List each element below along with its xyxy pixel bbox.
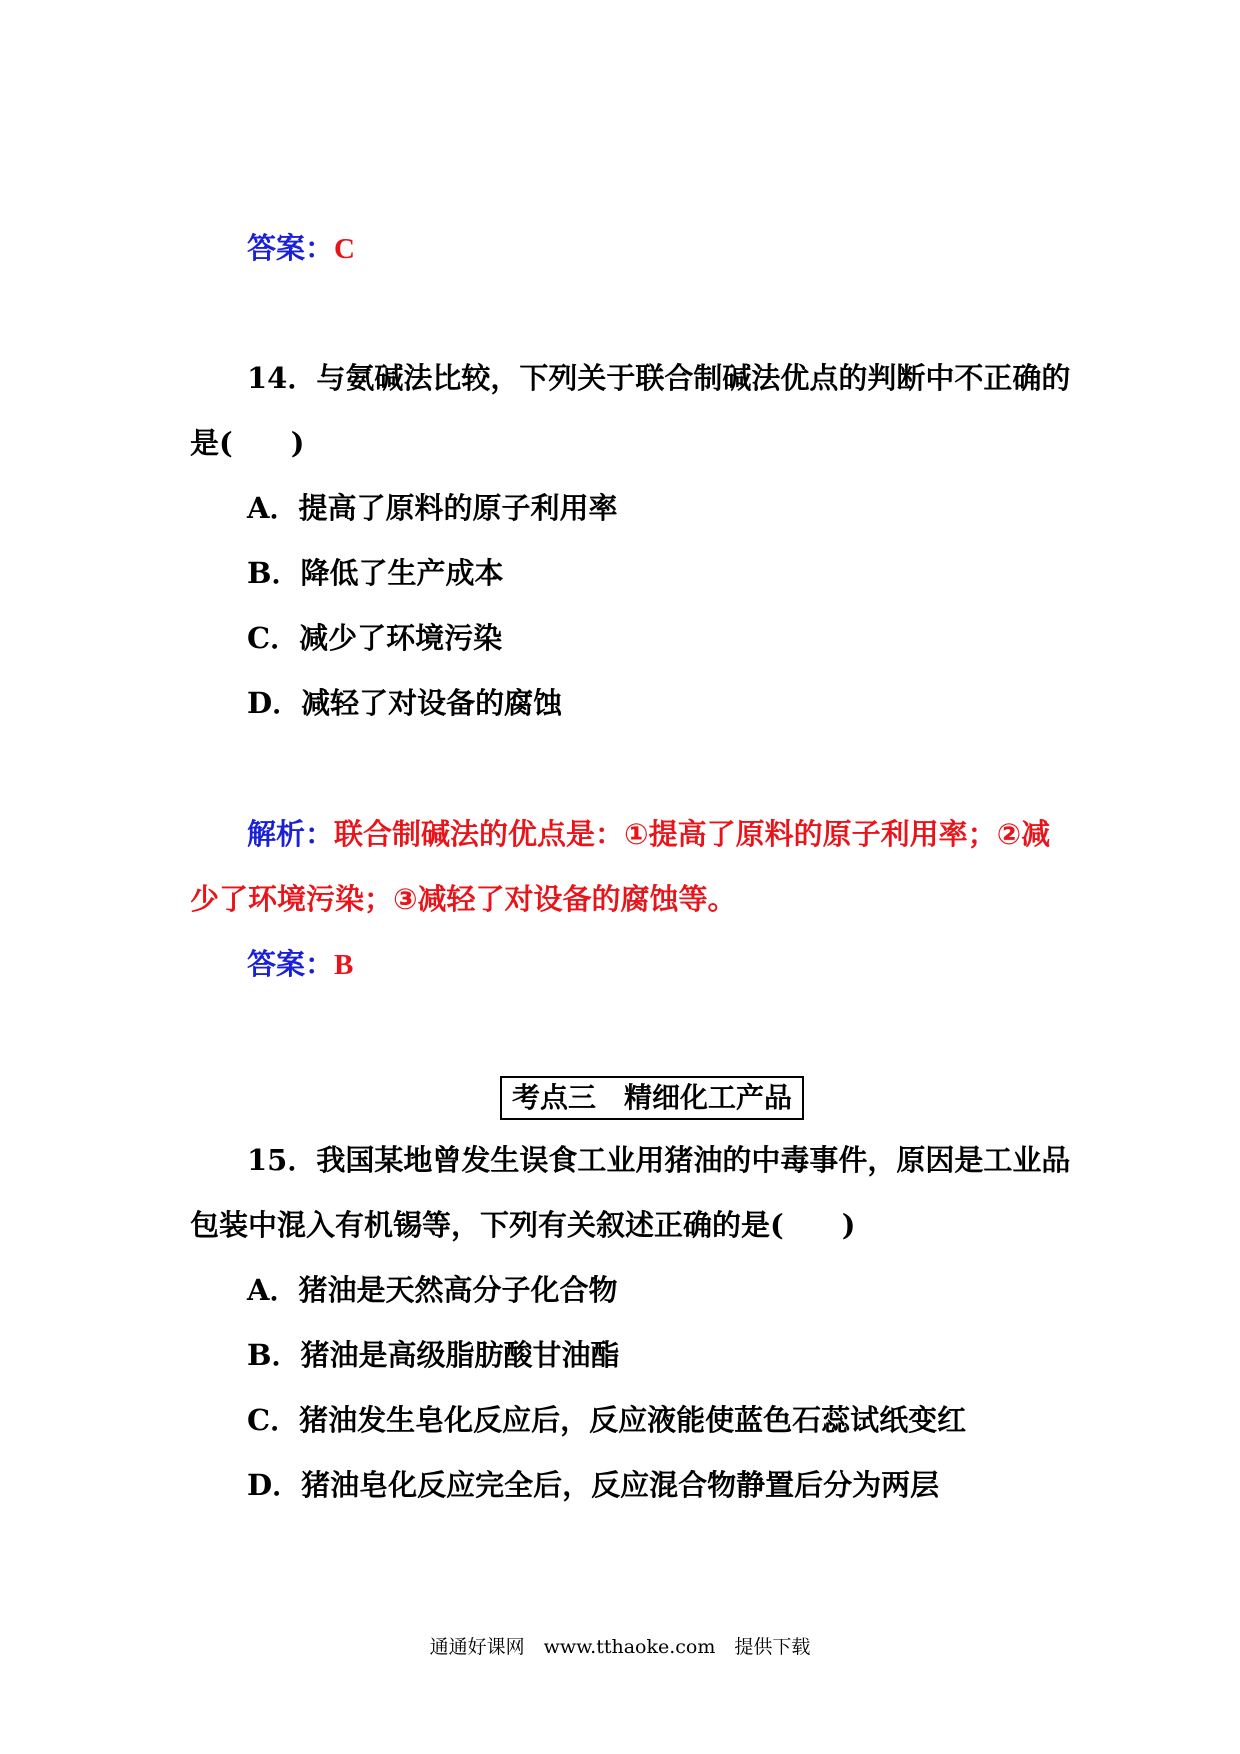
- section-title-box: 考点三 精细化工产品: [500, 1076, 804, 1120]
- analysis-text-1: 联合制碱法的优点是：①提高了原料的原子利用率；②减: [334, 817, 1051, 851]
- question-14-option-c: C．减少了环境污染: [247, 621, 503, 655]
- answer-13: [247, 228, 355, 269]
- answer-label: 答案：: [247, 947, 335, 981]
- analysis-line1: [247, 814, 1050, 854]
- question-15-stem-line1: 15．我国某地曾发生误食工业用猪油的中毒事件，原因是工业品: [247, 1143, 1071, 1177]
- question-15-option-b: B．猪油是高级脂肪酸甘油酯: [247, 1338, 620, 1372]
- analysis-label: 解析：: [247, 817, 335, 851]
- question-14-stem-line1: 14．与氨碱法比较，下列关于联合制碱法优点的判断中不正确的: [247, 361, 1071, 395]
- question-15-option-d: D．猪油皂化反应完全后，反应混合物静置后分为两层: [247, 1468, 940, 1502]
- footer-source: 通通好课网 www.tthaoke.com 提供下载: [429, 1636, 811, 1658]
- answer-value: B: [334, 949, 354, 981]
- answer-value: C: [334, 233, 355, 265]
- question-14-option-a: A．提高了原料的原子利用率: [247, 491, 618, 525]
- question-15-option-c: C．猪油发生皂化反应后，反应液能使蓝色石蕊试纸变红: [247, 1403, 967, 1437]
- question-14-option-d: D．减轻了对设备的腐蚀: [247, 686, 563, 720]
- answer-14: [247, 944, 353, 985]
- question-14-stem-line2: 是( ): [190, 426, 305, 460]
- question-15-stem-line2: 包装中混入有机锡等，下列有关叙述正确的是( ): [190, 1208, 856, 1242]
- question-14-option-b: B．降低了生产成本: [247, 556, 504, 590]
- analysis-line2: 少了环境污染；③减轻了对设备的腐蚀等。: [190, 882, 737, 916]
- answer-label: 答案：: [247, 231, 335, 265]
- question-15-option-a: A．猪油是天然高分子化合物: [247, 1273, 618, 1307]
